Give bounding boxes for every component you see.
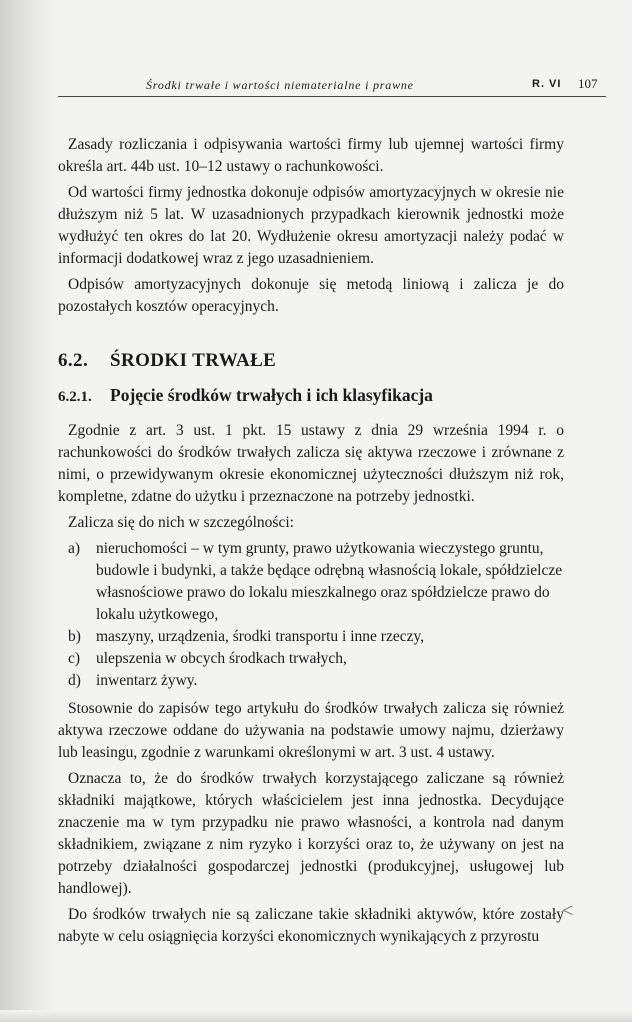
list-item-text: inwentarz żywy.: [96, 672, 198, 689]
list-intro: Zalicza się do nich w szczególności:: [68, 514, 294, 531]
subsection-heading: [58, 384, 564, 408]
list-item: [68, 670, 564, 692]
running-title: Środki trwałe i wartości niematerialne i prawne: [146, 78, 414, 92]
running-header: [58, 72, 606, 97]
page-gutter-shadow: [0, 0, 58, 1022]
fixed-assets-list: [58, 538, 564, 692]
subsection-title: Pojęcie środków trwałych i ich klasyfikacja: [110, 385, 433, 405]
handwritten-margin-mark: <: [562, 900, 574, 922]
list-item: [68, 538, 564, 626]
paragraph-goodwill-rules: Zasady rozliczania i odpisywania wartości firmy lub ujemnej wartości firmy określa art. 44b ust. 10–12 ustawy o rachunkowości.: [58, 136, 564, 175]
subsection-number: 6.2.1.: [58, 389, 92, 405]
chapter-label: R. VI: [532, 78, 562, 90]
list-marker: a): [68, 540, 81, 557]
list-item: [68, 626, 564, 648]
paragraph-leased-assets: Stosownie do zapisów tego artykułu do środków trwałych zalicza się również aktywa rzeczowe oddane do używania na podstawie umowy najmu, dzierżawy lub leasingu, zgodnie z warunkami określonymi w art. 3 ust. 4 ustawy.: [58, 700, 564, 761]
section-heading: [58, 350, 564, 372]
section-title: ŚRODKI TRWAŁE: [110, 350, 277, 371]
paragraph-amortization-method: Odpisów amortyzacyjnych dokonuje się metodą liniową i zalicza je do pozostałych kosztów operacyjnych.: [58, 276, 564, 315]
paragraph-amortization-period: Od wartości firmy jednostka dokonuje odpisów amortyzacyjnych w okresie nie dłuższym niż 5 lat. W uzasadnionych przypadkach kierownik jednostki może wydłużyć ten okres do lat 20. Wydłużenie okresu amortyzacji należy podać w informacji dodatkowej wraz z jego uzasadnieniem.: [58, 184, 564, 267]
list-item: [68, 648, 564, 670]
list-marker: b): [68, 628, 81, 645]
list-marker: d): [68, 672, 81, 689]
paragraph-control-principle: Oznacza to, że do środków trwałych korzystającego zaliczane są również składniki majątkowe, których właścicielem jest inna jednostka. Decydujące znaczenie ma w tym przypadku nie prawo własności, a kontrola nad danym składnikiem, związane z nim ryzyko i korzyści oraz to, że używany on jest na potrzeby działalności gospodarczej jednostki (produkcyjnej, usługowej lub handlowej).: [58, 770, 564, 897]
section-number: 6.2.: [58, 350, 89, 371]
paragraph-exclusions: Do środków trwałych nie są zaliczane takie składniki aktywów, które zostały nabyte w celu osiągnięcia korzyści ekonomicznych wynikających z przyrostu: [58, 906, 564, 945]
list-item-text: maszyny, urządzenia, środki transportu i inne rzeczy,: [96, 628, 425, 645]
paragraph-definition: Zgodnie z art. 3 ust. 1 pkt. 15 ustawy z dnia 29 września 1994 r. o rachunkowości do środków trwałych zalicza się aktywa rzeczowe i zrównane z nimi, o przewidywanym okresie ekonomicznej użyteczności dłuższym niż rok, kompletne, zdatne do użytku i przeznaczone na potrzeby jednostki.: [58, 422, 564, 505]
list-marker: c): [68, 650, 81, 667]
list-item-text: nieruchomości – w tym grunty, prawo użytkowania wieczystego gruntu, budowle i budynki, a także będące odrębną własnością lokale, spółdzielcze własnościowe prawo do lokalu mieszkalnego oraz spółdzielcze prawo do lokalu użytkowego,: [96, 540, 563, 623]
page-body: [58, 134, 564, 952]
list-item-text: ulepszenia w obcych środkach trwałych,: [96, 650, 347, 667]
page-bottom-shadow: [0, 1010, 632, 1022]
page-number: 107: [578, 76, 598, 91]
